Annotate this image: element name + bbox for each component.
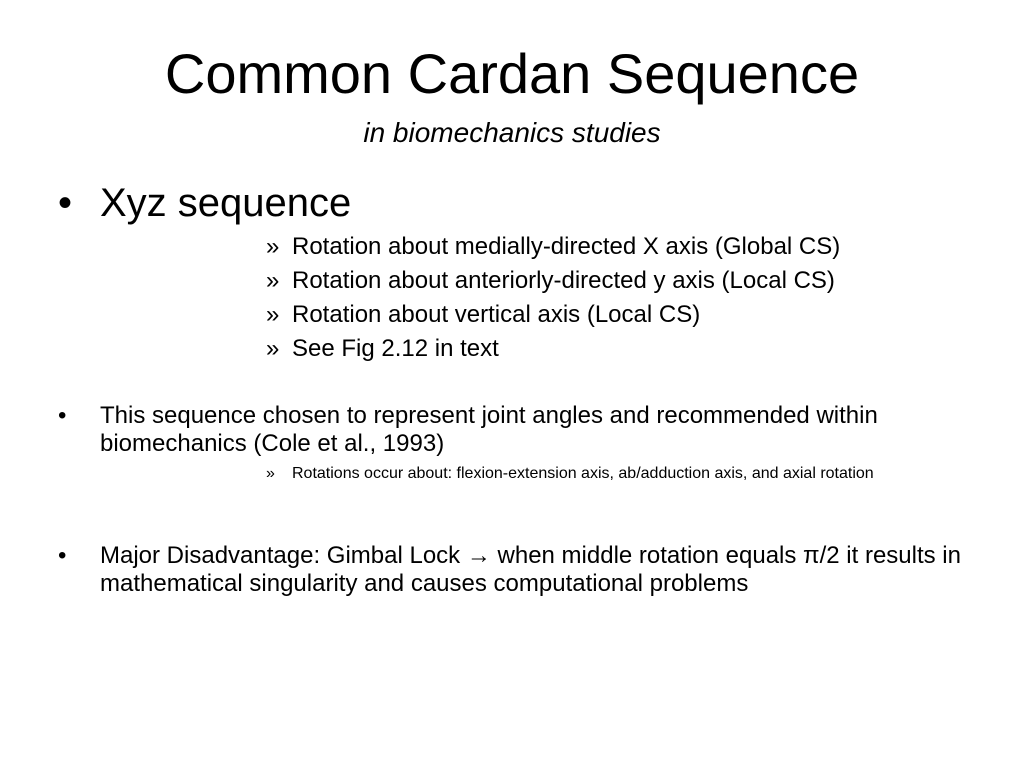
subbullet-text: See Fig 2.12 in text	[292, 335, 499, 362]
bullet-text-end: when middle rotation equals π/2 it results in mathematical singularity and causes computational problems	[100, 542, 961, 597]
bullet-icon: •	[58, 542, 67, 569]
slide-title: Common Cardan Sequence	[164, 42, 860, 105]
subbullet-text: Rotation about medially-directed X axis (Global CS)	[292, 233, 841, 260]
bullet-icon: •	[58, 181, 73, 225]
bullet-gimbal-lock	[58, 542, 980, 598]
bullet-text: This sequence chosen to represent joint angles and recommended within biomechanics (Cole et al., 1993)	[100, 402, 878, 457]
subbullet-icon: »	[266, 465, 275, 482]
arrow-right-icon: →	[466, 542, 491, 569]
subbullet-item	[266, 334, 499, 364]
subbullet-icon: »	[266, 335, 280, 362]
subbullet-icon: »	[266, 233, 280, 260]
subbullet-icon: »	[266, 267, 280, 294]
bullet-text: Xyz sequence	[100, 181, 352, 225]
slide-subtitle: in biomechanics studies	[363, 117, 661, 148]
subbullet-icon: »	[266, 301, 280, 328]
bullet-xyz-sequence	[58, 178, 351, 228]
bullet-icon: •	[58, 402, 67, 429]
subbullet-item	[266, 464, 966, 483]
bullet-sequence-choice	[58, 402, 980, 458]
subbullet-item	[266, 232, 840, 262]
subbullet-text: Rotation about vertical axis (Local CS)	[292, 301, 701, 328]
subbullet-text: Rotation about anteriorly-directed y axis (Local CS)	[292, 267, 835, 294]
subbullet-text: Rotations occur about: flexion-extension axis, ab/adduction axis, and axial rotation	[292, 465, 874, 482]
bullet-text-start: Major Disadvantage: Gimbal Lock	[100, 542, 461, 569]
subbullet-item	[266, 300, 700, 330]
subbullet-item	[266, 266, 835, 296]
